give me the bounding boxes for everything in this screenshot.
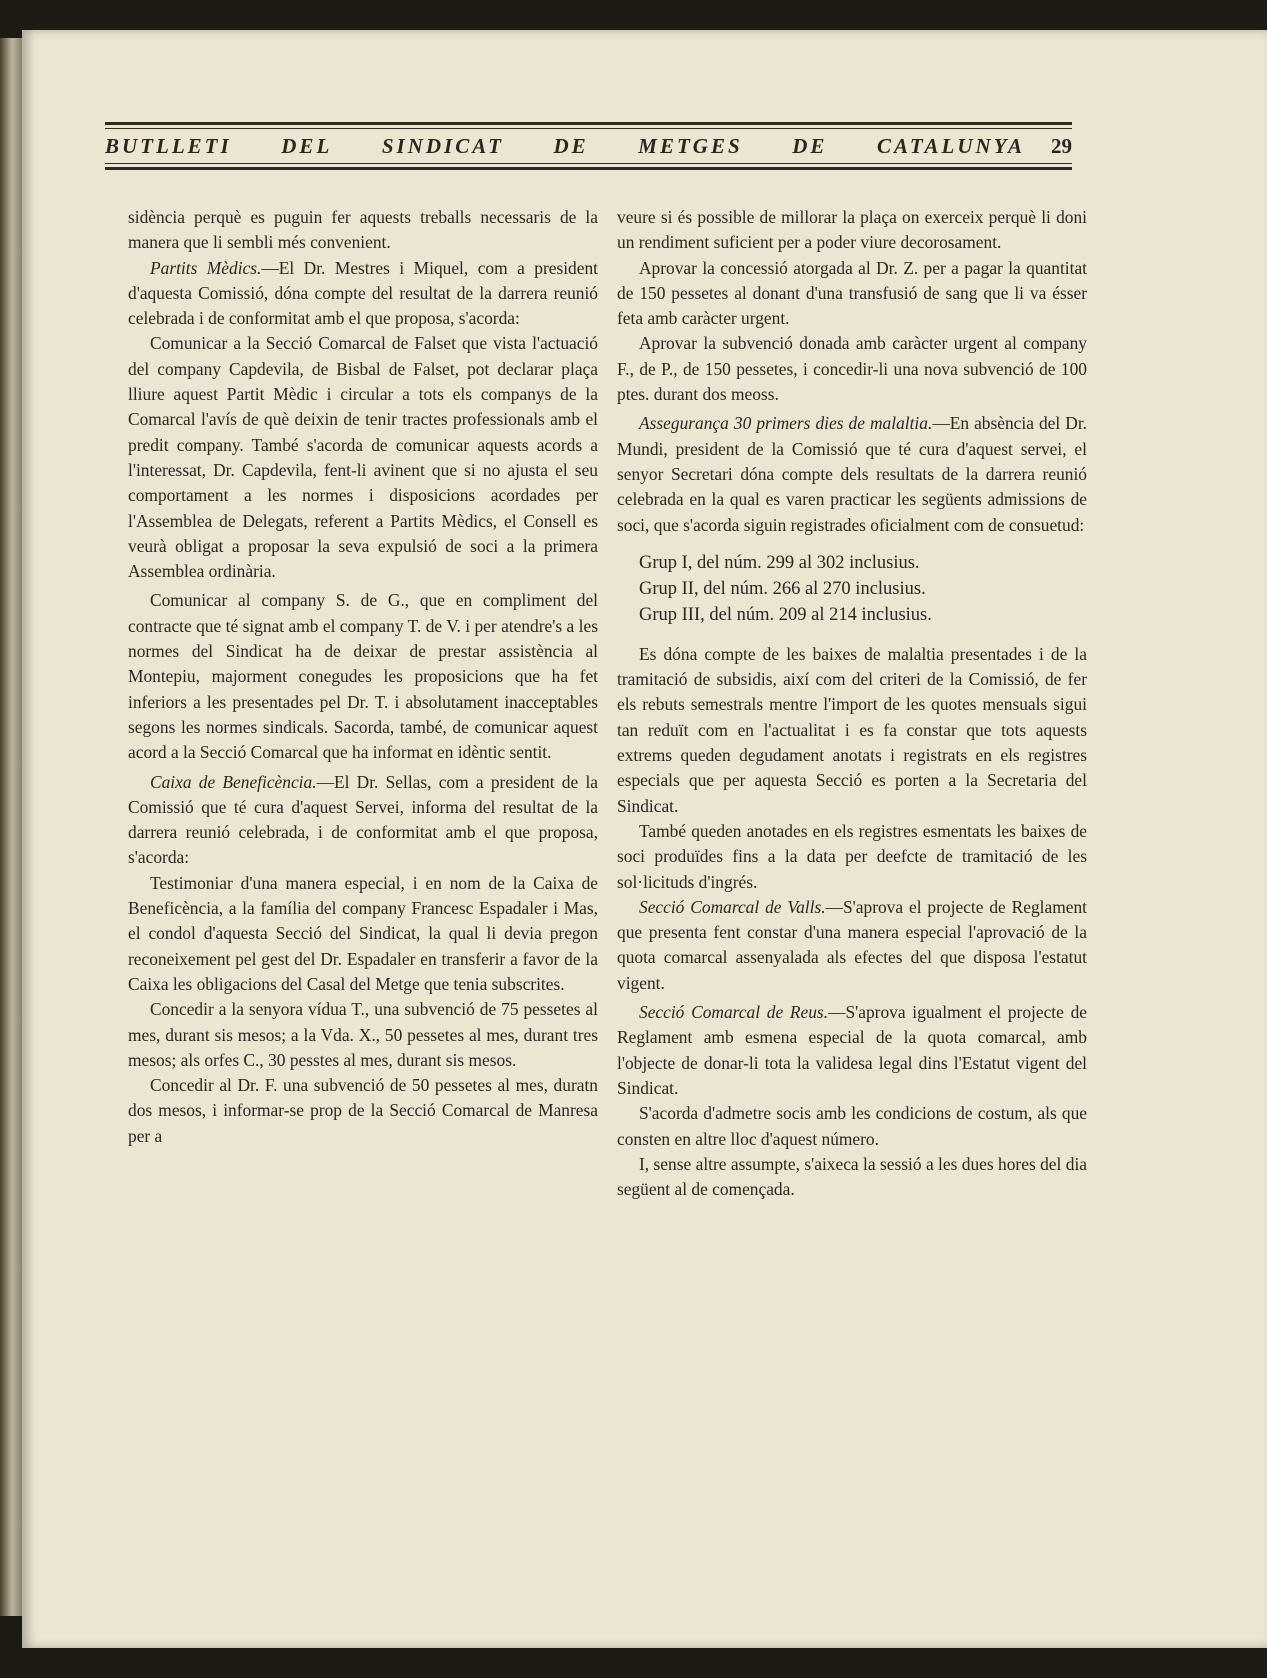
left-column <box>128 205 598 1149</box>
section-heading: Secció Comarcal de Reus. <box>639 1002 829 1023</box>
paragraph <box>617 1000 1087 1101</box>
paragraph <box>617 895 1087 996</box>
header-rule-top <box>105 122 1072 125</box>
paragraph-text: —S'aprova el projecte de Reglament que presenta fent constar d'una manera especial l'aprovació de la quota comarcal assenyalada als efectes del que disposa l'estatut vigent. <box>617 896 1087 993</box>
section-heading: Partits Mèdics. <box>150 257 262 278</box>
paragraph <box>128 256 598 332</box>
title-word: DEL <box>281 133 333 158</box>
section-heading: Assegurança 30 primers dies de malaltia. <box>639 413 933 434</box>
book-spine <box>0 38 22 1616</box>
paragraph: Comunicar a la Secció Comarcal de Falset que vista l'actuació del company Capdevila, de Bisbal de Falset, pot declarar plaça lliure aquest Partit Mèdic i circular a tots els companys de la Comarcal l'avís de què deixin de tenir tractes professionals amb el predit company. També s'acorda de comunicar aquests acords a l'interessat, Dr. Capdevila, fent-li avinent que si no ajusta el seu comportament a les normes i disposicions acordades per l'Assemblea de Delegats, referent a Partits Mèdics, el Consell es veurà obligat a proposar la seva expulsió de soci a la primera Assemblea ordinària. <box>128 333 598 582</box>
paragraph-text: —En absència del Dr. Mundi, president de la Comissió que té cura d'aquest servei, el senyor Secretari dóna compte dels resultats de la darrera reunió celebrada en la qual es varen practicar les següents admissions de soci, que s'acorda siguin registrades oficialment com de consuetud: <box>617 413 1087 535</box>
paragraph: Comunicar al company S. de G., que en compliment del contracte que té signat amb el company T. de V. i per atendre's a les normes del Sindicat ha de deixar de prestar assistència al Montepiu, majorment conegudes les proposicions que ha fet inferiors a les presentades pel Dr. T. i absolutament inacceptables segons les normes sindicals. Sacorda, també, de comunicar aquest acord a la Secció Comarcal que ha informat en idèntic sentit. <box>128 590 598 763</box>
paragraph: sidència perquè es puguin fer aquests treballs necessaris de la manera que li sembli més convenient. <box>128 207 598 253</box>
paragraph: S'acorda d'admetre socis amb les condicions de costum, als que consten en altre lloc d'aquest número. <box>617 1103 1087 1149</box>
paragraph: Es dóna compte de les baixes de malaltia presentades i de la tramitació de subsidis, així com del criteri de la Comissió, de fer els rebuts semestrals mentre l'import de les quotes mensuals sigui tan reduït com en l'actualitat i es fa constar que tots aquests extrems queden degudament anotats i registrats en els registres especials que per aquesta Secció es porten a la Secretaria del Sindicat. <box>617 643 1087 816</box>
header-rule-bottom-thin <box>105 163 1072 164</box>
section-heading: Caixa de Beneficència. <box>150 771 317 792</box>
paragraph: Testimoniar d'una manera especial, i en nom de la Caixa de Beneficència, a la família del company Francesc Espadaler i Mas, el condol d'aquesta Secció del Sindicat, la qual li devia pregon reconeixement pel gest del Dr. Espadaler en transferir a favor de la Caixa les obligacions del Casal del Metge que tenia subscrites. <box>128 872 598 994</box>
title-word: DE <box>792 133 828 158</box>
header-rule-top-thin <box>105 128 1072 129</box>
paragraph: Concedir al Dr. F. una subvenció de 50 pessetes al mes, duratn dos mesos, i informar-se prop de la Secció Comarcal de Manresa per a <box>128 1075 598 1146</box>
paragraph: veure si és possible de millorar la plaça on exerceix perquè li doni un rendiment suficient per a poder viure decorosament. <box>617 207 1087 253</box>
paragraph: Concedir a la senyora vídua T., una subvenció de 75 pessetes al mes, durant sis mesos; a la Vda. X., 50 pessetes al mes, durant tres mesos; als orfes C., 30 pesstes al mes, durant sis mesos. <box>128 999 598 1070</box>
paragraph: I, sense altre assumpte, s'aixeca la sessió a les dues hores del dia següent al de començada. <box>617 1153 1087 1200</box>
right-column <box>617 205 1087 1202</box>
title-word: SINDICAT <box>381 133 504 158</box>
page-number: 29 <box>1051 134 1072 158</box>
paragraph <box>128 770 598 871</box>
title-word: METGES <box>638 133 743 158</box>
list-item: Grup III, del núm. 209 al 214 inclusius. <box>639 604 932 625</box>
paragraph <box>617 411 1087 537</box>
section-heading: Secció Comarcal de Valls. <box>639 896 826 917</box>
header-rule-bottom <box>105 167 1072 170</box>
running-header <box>105 88 1072 174</box>
paragraph: Aprovar la concessió atorgada al Dr. Z. per a pagar la quantitat de 150 pessetes al donant d'una transfusió de sang que li va ésser feta amb caràcter urgent. <box>617 257 1087 329</box>
list-item: Grup I, del núm. 299 al 302 inclusius. <box>639 552 920 573</box>
group-list <box>639 550 1087 628</box>
journal-title <box>105 130 1025 162</box>
paragraph: Aprovar la subvenció donada amb caràcter urgent al company F., de P., de 150 pessetes, i concedir-li una nova subvenció de 100 ptes. durant dos meoss. <box>617 333 1087 405</box>
paragraph-text: —El Dr. Sellas, com a president de la Comissió que té cura d'aquest Servei, informa del resultat de la darrera reunió celebrada, i de conformitat amb el que proposa, s'acorda: <box>128 771 598 868</box>
title-word: BUTLLETI <box>105 133 232 158</box>
title-word: CATALUNYA <box>877 133 1025 158</box>
paragraph: També queden anotades en els registres esmentats les baixes de soci produïdes fins a la data per deefcte de tramitació de les sol·licituds d'ingrés. <box>617 820 1087 892</box>
list-item: Grup II, del núm. 266 al 270 inclusius. <box>639 578 926 599</box>
paragraph-text: —S'aprova igualment el projecte de Reglament amb esmena especial de la quota comarcal, amb l'objecte de donar-li tota la validesa legal dins l'Estatut vigent del Sindicat. <box>617 1002 1088 1098</box>
title-word: DE <box>553 133 589 158</box>
paragraph-text: —El Dr. Mestres i Miquel, com a president d'aquesta Comissió, dóna compte del resultat de la darrera reunió celebrada i de conformitat amb el que proposa, s'acorda: <box>128 257 598 329</box>
